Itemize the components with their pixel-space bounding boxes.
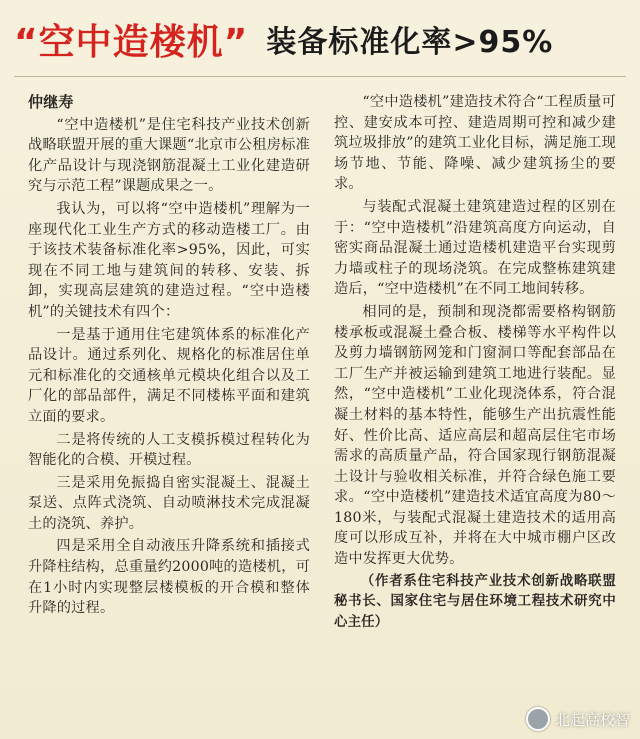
watermark-text: 北起高校智 — [554, 710, 630, 729]
paragraph: 我认为，可以将“空中造楼机”理解为一座现代化工业生产方式的移动造楼工厂。由于该技术装备标准化率>95%，因此，可实现在不同工地与建筑间的转移、安装、拆卸，实现高层建筑的建造过程。“空中造楼机”的关键技术有四个： — [28, 200, 310, 320]
watermark-logo-icon — [526, 707, 550, 731]
paragraph: “空中造楼机”建造技术符合“工程质量可控、建安成本可控、建造周期可控和减少建筑垃圾排放”的建筑工业化目标，满足施工现场节地、节能、降噪、减少建筑扬尘的要求。 — [334, 94, 616, 193]
paragraph: 二是将传统的人工支模拆模过程转化为智能化的合模、开模过程。 — [28, 431, 310, 469]
paragraph: 与装配式混凝土建筑建造过程的区别在于：“空中造楼机”沿建筑高度方向运动，自密实商品混凝土通过造楼机建造平台实现剪力墙或柱子的现场浇筑。在完成整栋建筑建造后，“空中造楼机”在不同工地间转移。 — [334, 198, 616, 298]
headline-quoted-term: “空中造楼机” — [14, 21, 249, 63]
paragraph: 相同的是，预制和现浇都需要格构钢筋楼承板或混凝土叠合板、楼梯等水平构件以及剪力墙钢筋网笼和门窗洞口等配套部品在工厂生产并被运输到建筑工地进行装配。显然，“空中造楼机”工业化现浇体系，符合混凝土材料的基本特性，能够生产出抗震性能好、性价比高、适应高层和超高层住宅市场需求的高质量产品，符合国家现行钢筋混凝土设计与验收相关标准，并符合绿色施工要求。“空中造楼机”建造技术适宜高度为80～180米，与装配式混凝土建造技术的适用高度可以形成互补，并将在大中城市棚户区改造中发挥更大优势。 — [334, 303, 616, 568]
headline-divider — [14, 76, 626, 77]
paragraph: 四是采用全自动液压升降系统和插接式升降柱结构，总重量约2000吨的造楼机，可在1小时内实现整层楼模板的开合模和整体升降的过程。 — [28, 538, 310, 617]
watermark — [526, 707, 630, 731]
author-name: 仲继寿 — [28, 93, 74, 111]
article-right-column — [334, 92, 616, 635]
headline — [14, 14, 626, 64]
paragraph: 一是基于通用住宅建筑体系的标准化产品设计。通过系列化、规格化的标准居住单元和标准化的交通核单元模块化组合以及工厂化的部品部件，满足不同楼栋平面和建筑立面的要求。 — [28, 326, 310, 425]
headline-rest: 装备标准化率>95% — [266, 25, 554, 60]
paragraph: “空中造楼机”是住宅科技产业技术创新战略联盟开展的重大课题“北京市公租房标准化产品设计与现浇钢筋混凝土工业化建造研究与示范工程”课题成果之一。 — [28, 116, 310, 195]
paragraph: 三是采用免振捣自密实混凝土、混凝土泵送、点阵式浇筑、自动喷淋技术完成混凝土的浇筑、养护。 — [28, 474, 310, 532]
article-left-column — [28, 92, 310, 621]
author-byline: （作者系住宅科技产业技术创新战略联盟秘书长、国家住宅与居住环境工程技术研究中心主任） — [334, 573, 616, 630]
